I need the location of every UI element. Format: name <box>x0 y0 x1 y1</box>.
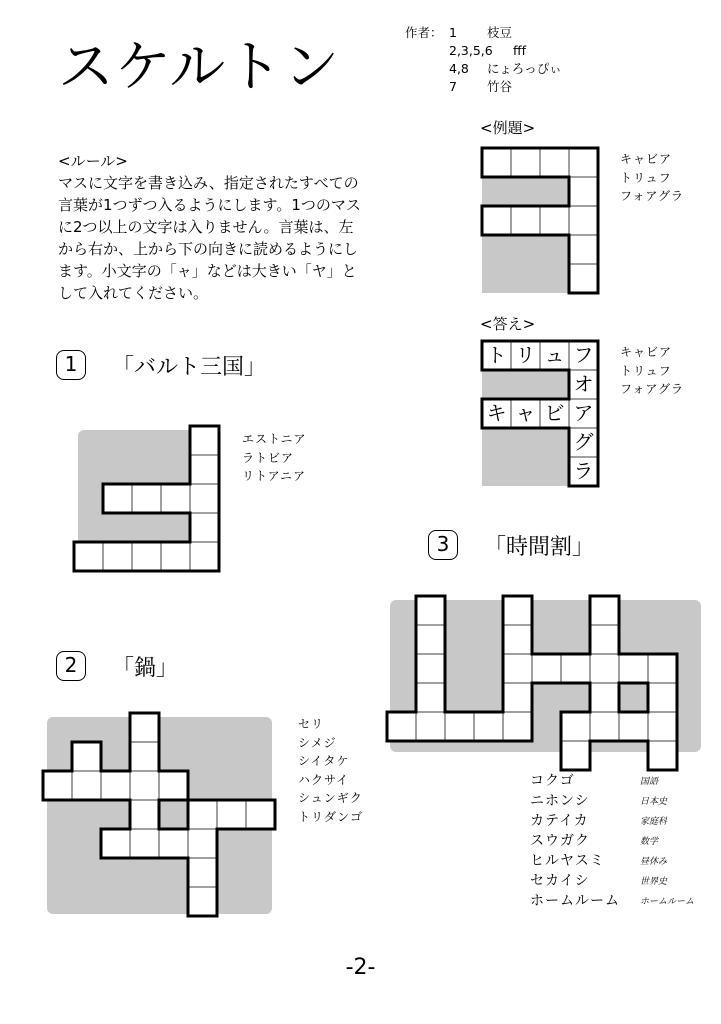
word-kana: コクゴ <box>530 773 575 789</box>
word-kana: カテイカ <box>530 813 589 829</box>
word-item: セリ <box>298 717 325 731</box>
word-item <box>530 890 694 910</box>
grid-cell[interactable] <box>511 148 540 177</box>
grid-cell: ビ <box>540 399 569 428</box>
rules-line: から右か、上から下の向きに読めるようにし <box>58 240 359 258</box>
grid-cell[interactable] <box>130 800 159 829</box>
grid-cell[interactable] <box>190 542 219 571</box>
grid-cell[interactable] <box>101 829 130 858</box>
grid-cell[interactable] <box>161 542 190 571</box>
grid-cell: フ <box>569 341 598 370</box>
authors-block <box>405 24 562 96</box>
answer-word-list <box>620 343 684 399</box>
grid-cell[interactable] <box>569 206 598 235</box>
page-number: -2- <box>345 955 376 980</box>
word-kana: ニホンシ <box>530 793 590 809</box>
grid-cell[interactable] <box>569 148 598 177</box>
author-name: 竹谷 <box>487 79 513 94</box>
rules-line: ます。小文字の「ャ」などは大きい「ヤ」と <box>58 262 357 280</box>
word-item <box>530 810 694 830</box>
word-item: トリュフ <box>620 363 672 378</box>
word-subject: 日本史 <box>640 796 668 807</box>
word-item: トリダンゴ <box>298 809 364 824</box>
word-kana: スウガク <box>530 833 590 849</box>
word-subject: 国語 <box>640 776 659 787</box>
rules-heading: <ルール> <box>58 152 128 170</box>
grid-cell: リ <box>511 341 540 370</box>
grid-cell[interactable] <box>619 712 648 741</box>
grid-cell[interactable] <box>648 654 677 683</box>
rules-line: 言葉が1つずつ入るようにします。1つのマス <box>58 196 361 214</box>
author-row <box>405 42 562 60</box>
grid-cell[interactable] <box>619 654 648 683</box>
author-row <box>405 60 562 78</box>
grid-cell[interactable] <box>590 625 619 654</box>
grid-cell[interactable] <box>246 800 275 829</box>
puzzle-1-word-list <box>242 430 307 486</box>
word-item: キャビア <box>620 345 673 359</box>
grid-cell[interactable] <box>130 742 159 771</box>
puzzle-1-title: 「バルト三国」 <box>112 355 267 380</box>
grid-cell[interactable] <box>648 712 677 741</box>
grid-cell[interactable] <box>190 455 219 484</box>
author-row <box>405 78 562 96</box>
word-item: リトアニア <box>242 469 307 483</box>
grid-cell[interactable] <box>130 829 159 858</box>
grid-cell[interactable] <box>159 771 188 800</box>
author-name: fff <box>513 43 527 58</box>
puzzle-3-title: 「時間割」 <box>484 535 595 560</box>
word-kana: ホームルーム <box>530 893 620 909</box>
grid-cell[interactable] <box>101 771 130 800</box>
rules-block <box>58 150 410 304</box>
puzzle-1-number: 1 <box>56 350 86 380</box>
word-subject: 数学 <box>640 836 659 847</box>
grid-cell[interactable] <box>416 683 445 712</box>
grid-cell[interactable] <box>590 683 619 712</box>
grid-cell[interactable] <box>132 484 161 513</box>
grid-cell[interactable] <box>590 654 619 683</box>
grid-cell[interactable] <box>132 542 161 571</box>
word-item: シュンギク <box>298 791 363 805</box>
grid-cell: キ <box>482 399 511 428</box>
grid-cell[interactable] <box>540 206 569 235</box>
puzzle-2-number: 2 <box>56 651 86 681</box>
grid-cell[interactable] <box>503 683 532 712</box>
grid-cell[interactable] <box>569 177 598 206</box>
grid-cell[interactable] <box>43 771 72 800</box>
word-item <box>530 830 694 850</box>
grid-cell[interactable] <box>217 800 246 829</box>
grid-cell[interactable] <box>188 829 217 858</box>
word-item: シイタケ <box>298 754 350 768</box>
author-number: 4,8 <box>449 61 469 76</box>
grid-cell[interactable] <box>532 654 561 683</box>
grid-cell[interactable] <box>190 513 219 542</box>
answer-label: <答え> <box>480 315 536 333</box>
word-item: キャビア <box>620 152 673 166</box>
grid-cell[interactable] <box>648 741 677 770</box>
grid-cell[interactable] <box>188 800 217 829</box>
grid-cell[interactable] <box>190 426 219 455</box>
word-item: エストニア <box>242 432 307 446</box>
word-item: シメジ <box>298 735 337 750</box>
rules-line: マスに文字を書き込み、指定されたすべての <box>58 174 359 192</box>
page-title: スケルトン <box>58 35 341 100</box>
grid-cell[interactable] <box>387 712 416 741</box>
author-number: 7 <box>449 79 457 94</box>
word-item: フォアグラ <box>620 189 685 203</box>
puzzle-3-word-list <box>530 770 694 910</box>
author-name: にょろっぴぃ <box>487 61 562 76</box>
grid-cell[interactable] <box>503 596 532 625</box>
grid-cell[interactable] <box>474 712 503 741</box>
example-word-list <box>620 150 684 206</box>
grid-cell[interactable] <box>503 712 532 741</box>
grid-cell[interactable] <box>130 713 159 742</box>
word-item <box>530 870 694 890</box>
grid-cell: ラ <box>569 457 598 486</box>
grid-cell[interactable] <box>416 625 445 654</box>
grid-cell[interactable] <box>188 858 217 887</box>
puzzle-3-number: 3 <box>428 530 458 560</box>
grid-cell[interactable] <box>540 148 569 177</box>
grid-cell[interactable] <box>161 484 190 513</box>
grid-cell: ア <box>569 399 598 428</box>
grid-cell: ャ <box>511 399 540 428</box>
authors-label: 作者： <box>405 25 443 40</box>
grid-cell[interactable] <box>416 654 445 683</box>
grid-cell[interactable] <box>188 887 217 916</box>
grid-cell[interactable] <box>130 771 159 800</box>
author-name: 枝豆 <box>487 25 513 40</box>
example-label: <例題> <box>480 119 536 137</box>
grid-cell[interactable] <box>590 712 619 741</box>
rules-line: に2つ以上の文字は入りません。言葉は、左 <box>58 218 354 236</box>
word-item: ラトビア <box>242 450 295 465</box>
word-kana: セカイシ <box>530 873 590 889</box>
word-kana: ヒルヤスミ <box>530 853 605 869</box>
grid-cell: ュ <box>540 341 569 370</box>
word-item <box>530 850 694 870</box>
word-subject: 世界史 <box>640 876 668 887</box>
grid-cell[interactable] <box>103 542 132 571</box>
grid-cell[interactable] <box>561 654 590 683</box>
grid-cell[interactable] <box>103 484 132 513</box>
grid-cell: ト <box>482 341 511 370</box>
grid-cell[interactable] <box>72 742 101 771</box>
grid-cell[interactable] <box>482 148 511 177</box>
grid-cell[interactable] <box>482 206 511 235</box>
grid-cell[interactable] <box>569 235 598 264</box>
grid-cell[interactable] <box>159 829 188 858</box>
word-item: フォアグラ <box>620 382 685 396</box>
word-subject: 家庭科 <box>640 816 668 827</box>
grid-cell[interactable] <box>569 264 598 293</box>
grid-cell[interactable] <box>590 596 619 625</box>
author-number: 1 <box>449 25 457 40</box>
word-item <box>530 770 694 790</box>
puzzle-2-word-list <box>298 715 363 826</box>
word-item <box>530 790 694 810</box>
grid-cell[interactable] <box>561 712 590 741</box>
grid-cell: オ <box>569 370 598 399</box>
grid-cell[interactable] <box>511 206 540 235</box>
grid-cell[interactable] <box>503 654 532 683</box>
grid-cell[interactable] <box>72 771 101 800</box>
rules-line: して入れてください。 <box>58 284 209 302</box>
word-item: トリュフ <box>620 170 672 185</box>
author-row <box>405 24 562 42</box>
grid-cell[interactable] <box>416 712 445 741</box>
puzzle-2-title: 「鍋」 <box>112 656 179 681</box>
grid-cell: グ <box>569 428 598 457</box>
word-subject: 昼休み <box>640 856 668 867</box>
grid-cell[interactable] <box>445 712 474 741</box>
author-number: 2,3,5,6 <box>449 43 493 58</box>
grid-cell[interactable] <box>503 625 532 654</box>
grid-cell[interactable] <box>190 484 219 513</box>
grid-cell[interactable] <box>416 596 445 625</box>
grid-cell[interactable] <box>74 542 103 571</box>
word-subject: ホームルーム <box>640 896 695 907</box>
grid-cell[interactable] <box>561 741 590 770</box>
grid-cell[interactable] <box>648 683 677 712</box>
word-item: ハクサイ <box>298 772 350 787</box>
